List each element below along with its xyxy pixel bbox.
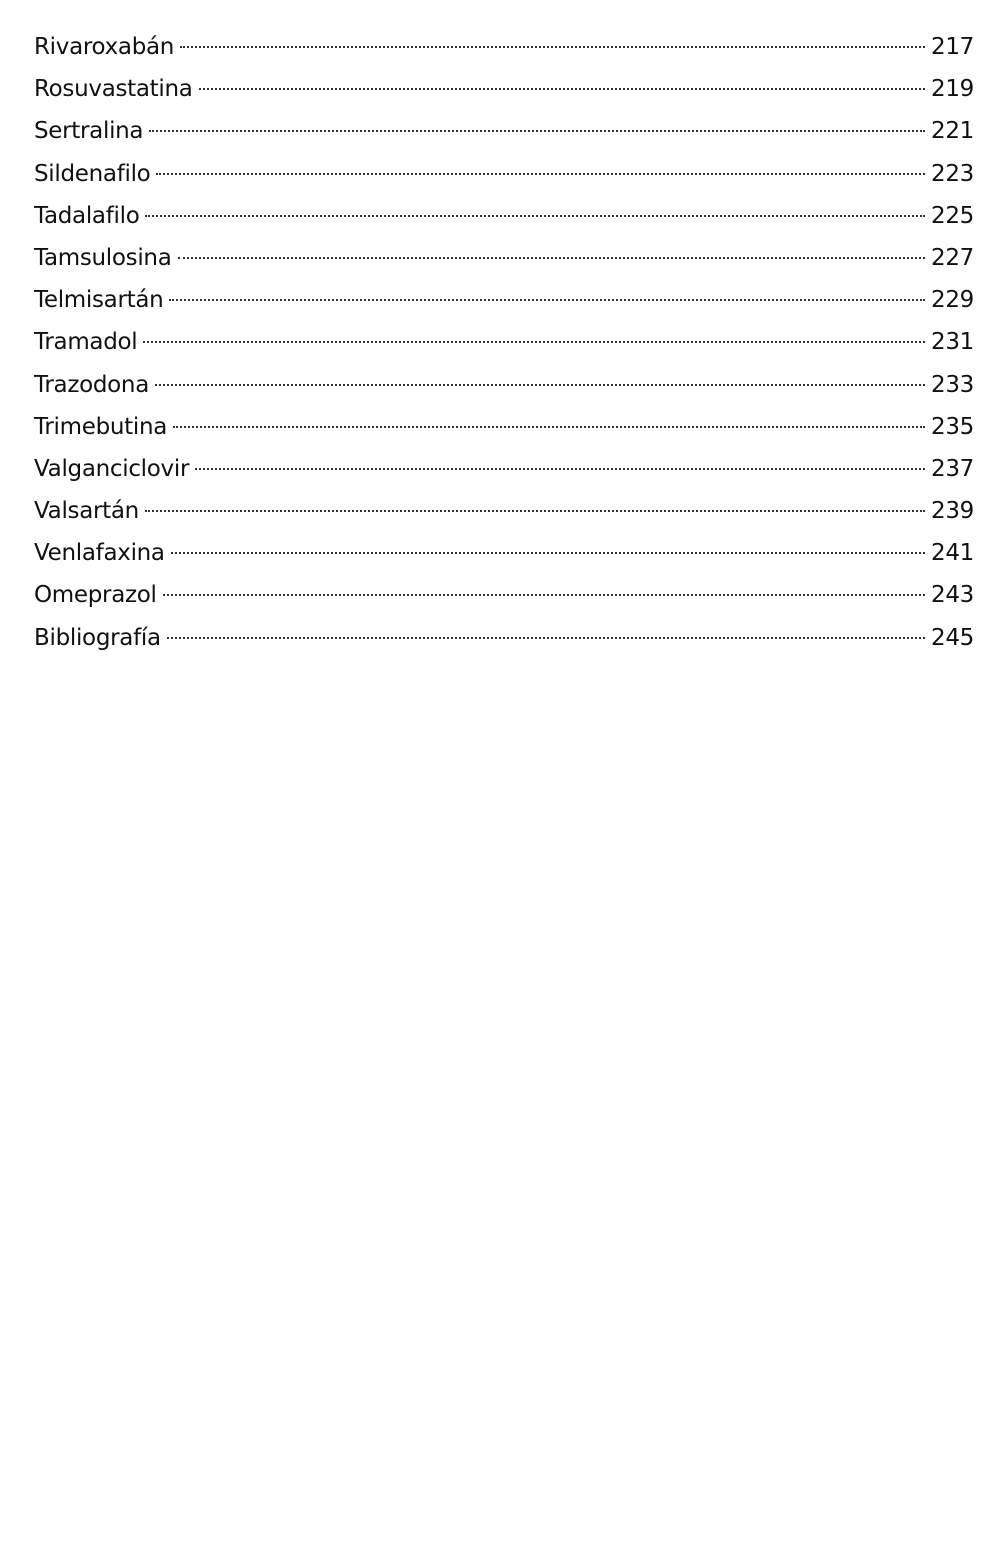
toc-entry-title: Valsartán xyxy=(34,498,139,525)
dot-leader xyxy=(149,130,925,132)
toc-entry-title: Tramadol xyxy=(34,329,138,356)
toc-entry-trazodona[interactable] xyxy=(34,364,974,406)
toc-entry-title: Venlafaxina xyxy=(34,540,165,567)
toc-entry-page: 229 xyxy=(931,287,974,314)
toc-entry-title: Telmisartán xyxy=(34,287,164,314)
toc-entry-page: 245 xyxy=(931,624,974,651)
toc-entry-telmisartan[interactable] xyxy=(34,279,974,321)
toc-entry-rivaroxaban[interactable] xyxy=(34,26,974,68)
toc-entry-page: 221 xyxy=(931,118,974,145)
dot-leader xyxy=(171,552,925,554)
dot-leader xyxy=(163,594,925,596)
toc-entry-title: Rosuvastatina xyxy=(34,76,193,103)
toc-entry-page: 223 xyxy=(931,160,974,187)
toc-entry-page: 241 xyxy=(931,540,974,567)
dot-leader xyxy=(167,637,925,639)
toc-entry-title: Valganciclovir xyxy=(34,455,190,482)
toc-entry-title: Tamsulosina xyxy=(34,244,172,271)
toc-entry-sildenafilo[interactable] xyxy=(34,153,974,195)
toc-entry-page: 239 xyxy=(931,498,974,525)
toc-entry-title: Tadalafilo xyxy=(34,202,140,229)
dot-leader xyxy=(195,468,925,470)
toc-entry-title: Trazodona xyxy=(34,371,150,398)
toc-entry-title: Trimebutina xyxy=(34,413,168,440)
toc-entry-page: 227 xyxy=(931,244,974,271)
toc-entry-title: Sildenafilo xyxy=(34,160,151,187)
toc-entry-title: Omeprazol xyxy=(34,582,157,609)
toc-entry-page: 237 xyxy=(931,455,974,482)
dot-leader xyxy=(178,257,925,259)
toc-entry-page: 217 xyxy=(931,34,974,60)
toc-entry-valsartan[interactable] xyxy=(34,490,974,532)
toc-entry-omeprazol[interactable] xyxy=(34,574,974,616)
dot-leader xyxy=(173,426,925,428)
toc-entry-title: Bibliografía xyxy=(34,624,161,651)
dot-leader xyxy=(145,510,925,512)
toc-entry-bibliografia[interactable] xyxy=(34,617,974,659)
table-of-contents xyxy=(34,26,974,659)
toc-entry-tamsulosina[interactable] xyxy=(34,237,974,279)
dot-leader xyxy=(169,299,925,301)
toc-entry-tramadol[interactable] xyxy=(34,321,974,363)
toc-entry-rosuvastatina[interactable] xyxy=(34,68,974,110)
toc-entry-tadalafilo[interactable] xyxy=(34,195,974,237)
dot-leader xyxy=(155,384,925,386)
dot-leader xyxy=(143,341,925,343)
toc-entry-title: Sertralina xyxy=(34,118,144,145)
toc-entry-trimebutina[interactable] xyxy=(34,406,974,448)
dot-leader xyxy=(145,215,925,217)
toc-entry-page: 219 xyxy=(931,76,974,103)
toc-entry-valganciclovir[interactable] xyxy=(34,448,974,490)
toc-entry-page: 233 xyxy=(931,371,974,398)
toc-entry-page: 235 xyxy=(931,413,974,440)
dot-leader xyxy=(156,173,925,175)
toc-entry-page: 225 xyxy=(931,202,974,229)
dot-leader xyxy=(180,46,925,48)
toc-entry-page: 231 xyxy=(931,329,974,356)
toc-entry-venlafaxina[interactable] xyxy=(34,532,974,574)
toc-entry-page: 243 xyxy=(931,582,974,609)
toc-entry-title: Rivaroxabán xyxy=(34,34,175,60)
toc-entry-sertralina[interactable] xyxy=(34,110,974,152)
dot-leader xyxy=(199,88,925,90)
